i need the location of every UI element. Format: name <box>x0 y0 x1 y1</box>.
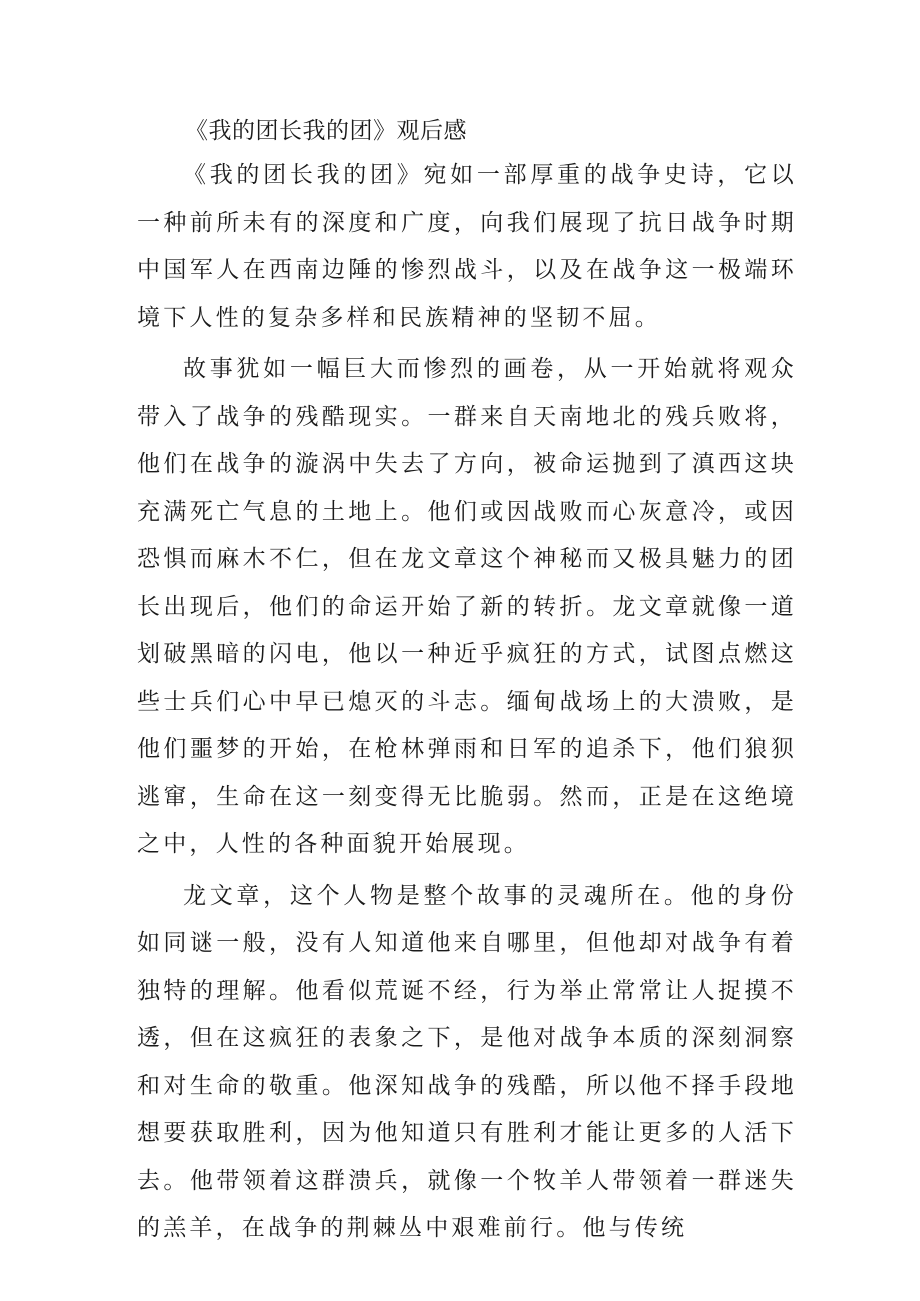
document-page <box>137 112 797 1253</box>
paragraph-long-wenzhang: 龙文章，这个人物是整个故事的灵魂所在。他的身份如同谜一般，没有人知道他来自哪里，但他却对战争有着独特的理解。他看似荒诞不经，行为举止常常让人捉摸不透，但在这疯狂的表象之下，是他对战争本质的深刻洞察和对生命的敬重。他深知战争的残酷，所以他不择手段地想要获取胜利，因为他知道只有胜利才能让更多的人活下去。他带领着这群溃兵，就像一个牧羊人带领着一群迷失的羔羊，在战争的荆棘丛中艰难前行。他与传统 <box>137 882 797 1241</box>
paragraph-intro: 《我的团长我的团》宛如一部厚重的战争史诗，它以一种前所未有的深度和广度，向我们展现了抗日战争时期中国军人在西南边陲的惨烈战斗，以及在战争这一极端环境下人性的复杂多样和民族精神的坚韧不屈。 <box>137 162 797 331</box>
document-title: 《我的团长我的团》观后感 <box>185 118 467 144</box>
paragraph-story: 故事犹如一幅巨大而惨烈的画卷，从一开始就将观众带入了战争的残酷现实。一群来自天南地北的残兵败将，他们在战争的漩涡中失去了方向，被命运抛到了滇西这块充满死亡气息的土地上。他们或因战败而心灰意冷，或因恐惧而麻木不仁，但在龙文章这个神秘而又极具魅力的团长出现后，他们的命运开始了新的转折。龙文章就像一道划破黑暗的闪电，他以一种近乎疯狂的方式，试图点燃这些士兵们心中早已熄灭的斗志。缅甸战场上的大溃败，是他们噩梦的开始，在枪林弹雨和日军的追杀下，他们狼狈逃窜，生命在这一刻变得无比脆弱。然而，正是在这绝境之中，人性的各种面貌开始展现。 <box>137 356 797 857</box>
